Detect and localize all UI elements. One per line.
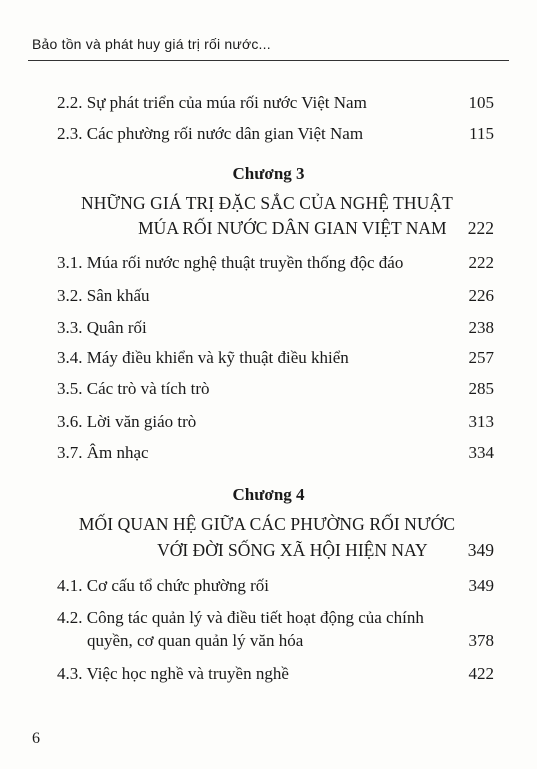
toc-entry-label: 3.1. Múa rối nước nghệ thuật truyền thống độc đáo	[57, 253, 404, 272]
toc-entry[interactable]	[57, 123, 494, 145]
toc-entry-label: 3.7. Âm nhạc	[57, 443, 149, 462]
toc-entry[interactable]	[57, 347, 494, 369]
toc-entry-page: 115	[469, 124, 494, 143]
toc-entry-page: 238	[468, 318, 494, 337]
chapter-3-title-line1: NHỮNG GIÁ TRỊ ĐẶC SẮC CỦA NGHỆ THUẬT	[81, 193, 453, 213]
toc-entry[interactable]	[57, 252, 494, 274]
toc-entry-page: 422	[468, 664, 494, 683]
toc-entry-page: 105	[468, 93, 494, 112]
chapter-3-page: 222	[467, 218, 494, 238]
toc-entry-label: 2.3. Các phường rối nước dân gian Việt Nam	[57, 124, 364, 143]
toc-entry-label: 3.6. Lời văn giáo trò	[57, 412, 197, 431]
toc-entry-page: 349	[468, 576, 494, 595]
running-head: Bảo tồn và phát huy giá trị rối nước...	[32, 36, 271, 52]
toc-entry-page: 378	[468, 631, 494, 650]
toc-entry-label: 3.3. Quân rối	[57, 318, 147, 337]
toc-entry[interactable]	[57, 378, 494, 400]
toc-entry[interactable]	[57, 411, 494, 433]
toc-entry-label: 2.2. Sự phát triển của múa rối nước Việt Nam	[57, 93, 367, 112]
toc-entry[interactable]	[57, 285, 494, 307]
toc-entry-label: 3.4. Máy điều khiển và kỹ thuật điều khiển	[57, 348, 349, 367]
chapter-4-title-line2: VỚI ĐỜI SỐNG XÃ HỘI HIỆN NAY	[157, 540, 428, 560]
toc-entry[interactable]	[57, 317, 494, 339]
toc-entry[interactable]	[57, 663, 494, 685]
toc-entry-page: 313	[468, 412, 494, 431]
toc-entry-page: 222	[468, 253, 494, 272]
chapter-4-heading: Chương 4	[232, 485, 305, 504]
chapter-4-title-line1: MỐI QUAN HỆ GIỮA CÁC PHƯỜNG RỐI NƯỚC	[78, 514, 456, 534]
chapter-3-heading: Chương 3	[232, 164, 305, 183]
toc-entry[interactable]	[57, 92, 494, 114]
toc-entry-multiline[interactable]	[57, 606, 494, 652]
chapter-3-title-line2: MÚA RỐI NƯỚC DÂN GIAN VIỆT NAM	[138, 218, 447, 238]
toc-entry-label: 4.1. Cơ cấu tổ chức phường rối	[57, 576, 270, 595]
toc-entry-page: 257	[468, 348, 494, 367]
toc-entry-label: 3.5. Các trò và tích trò	[57, 379, 210, 398]
toc-entry-label-line1: 4.2. Công tác quản lý và điều tiết hoạt động của chính	[57, 608, 424, 627]
toc-entry-page: 285	[468, 379, 494, 398]
toc-entry-label: 3.2. Sân khấu	[57, 286, 150, 305]
toc-entry-label: 4.3. Việc học nghề và truyền nghề	[57, 664, 289, 683]
toc-entry-page: 226	[468, 286, 494, 305]
toc-entry-label-line2: quyền, cơ quan quản lý văn hóa	[87, 631, 304, 650]
toc-entry-page: 334	[468, 443, 494, 462]
chapter-3-title-line2-row[interactable]	[57, 218, 494, 239]
toc-entry[interactable]	[57, 442, 494, 464]
chapter-4-title-line2-row[interactable]	[57, 540, 494, 561]
header-rule	[28, 60, 509, 61]
page-number: 6	[32, 730, 40, 747]
toc-entry[interactable]	[57, 575, 494, 597]
chapter-4-page: 349	[467, 540, 494, 560]
